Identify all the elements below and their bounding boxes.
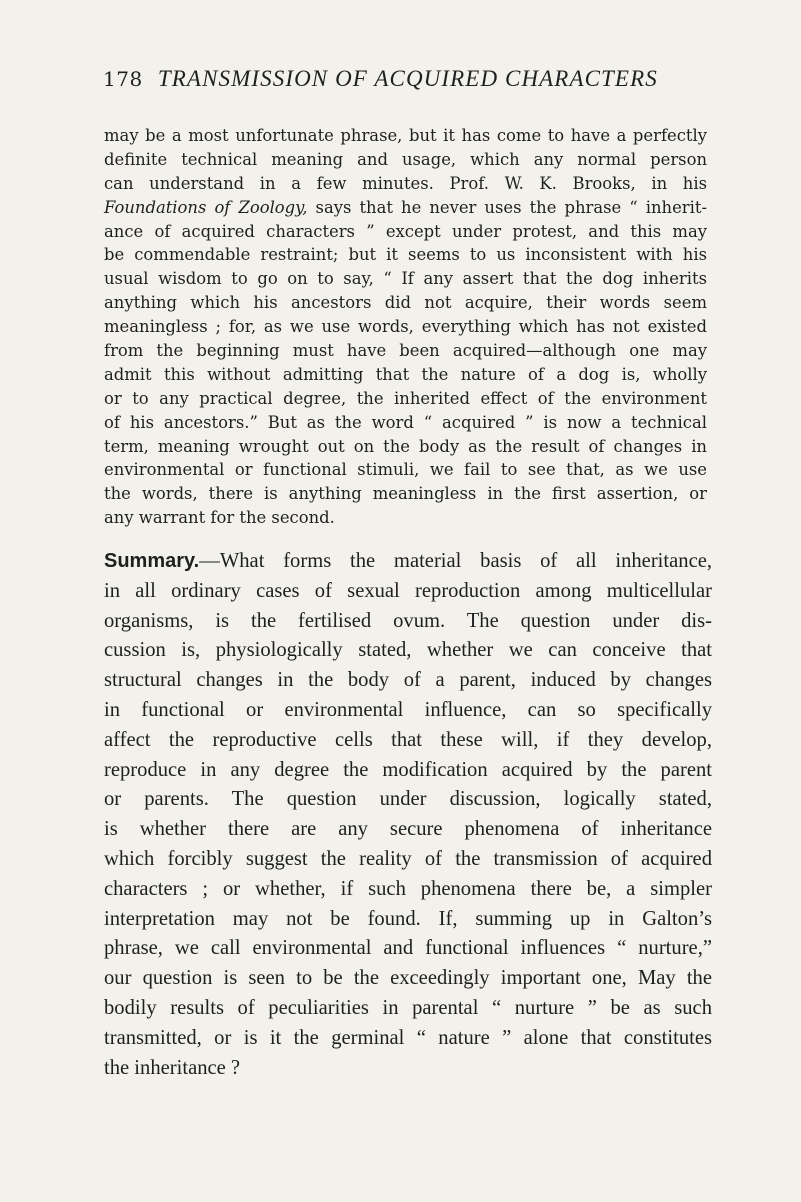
text-line: any warrant for the second. [104, 508, 335, 528]
text-line: may be a most unfortunate phrase, but it has come to have a perfectly [104, 126, 707, 145]
chapter-title: TRANSMISSION OF ACQUIRED CHARACTERS [157, 66, 658, 91]
summary-heading: Summary. [104, 550, 200, 572]
text-line: from the beginning must have been acquired—although one may [104, 341, 707, 361]
text-line: of his ancestors.” But as the word “ acquired ” is now a technical [104, 412, 707, 432]
text-line-rest: says that he never uses the phrase “ inherit- [315, 197, 707, 217]
text-line: definite technical meaning and usage, which any normal person [104, 149, 707, 169]
text-line: transmitted, or is it the germinal “ nature ” alone that constitutes [104, 1026, 712, 1049]
running-head [103, 66, 723, 92]
text-line: anything which his ancestors did not acquire, their words seem [104, 293, 707, 313]
text-line: bodily results of peculiarities in parental “ nurture ” be as such [104, 996, 712, 1019]
text-line: affect the reproductive cells that these will, if they develop, [104, 728, 712, 751]
text-line [104, 547, 712, 577]
paragraph-quotation [104, 124, 707, 530]
text-line-rest: —What forms the material basis of all inheritance, [199, 550, 712, 572]
summary-section [104, 547, 712, 1083]
book-title: Foundations of Zoology, [104, 197, 308, 217]
text-line: the inheritance ? [104, 1056, 241, 1079]
text-line: which forcibly suggest the reality of the transmission of acquired [104, 847, 712, 870]
text-line: in functional or environmental influence, can so specifically [104, 698, 712, 721]
text-line: environmental or functional stimuli, we fail to see that, as we use [104, 460, 707, 480]
text-line: admit this without admitting that the nature of a dog is, wholly [104, 364, 707, 384]
text-line [104, 196, 707, 220]
text-line: usual wisdom to go on to say, “ If any assert that the dog inherits [104, 269, 707, 289]
text-line: organisms, is the fertilised ovum. The question under dis- [104, 609, 712, 632]
page-number: 178 [103, 67, 143, 91]
text-line: meaningless ; for, as we use words, everything which has not existed [104, 317, 707, 337]
text-line: reproduce in any degree the modification acquired by the parent [104, 758, 712, 781]
text-line: or to any practical degree, the inherited effect of the environment [104, 388, 707, 408]
text-line: cussion is, physiologically stated, whether we can conceive that [104, 639, 712, 662]
text-line: is whether there are any secure phenomena of inheritance [104, 818, 712, 841]
text-line: term, meaning wrought out on the body as the result of changes in [104, 436, 707, 456]
text-line: the words, there is anything meaningless in the first assertion, or [104, 484, 707, 504]
text-line: our question is seen to be the exceedingly important one, May the [104, 967, 712, 990]
text-line: or parents. The question under discussion, logically stated, [104, 788, 712, 811]
text-line: ance of acquired characters ” except under protest, and this may [104, 221, 707, 241]
text-line: interpretation may not be found. If, summing up in Galton’s [104, 907, 712, 930]
text-line: can understand in a few minutes. Prof. W. K. Brooks, in his [104, 173, 707, 193]
text-line: structural changes in the body of a parent, induced by changes [104, 669, 712, 692]
text-line: be commendable restraint; but it seems to us inconsistent with his [104, 245, 707, 265]
text-line: phrase, we call environmental and functional influences “ nurture,” [104, 937, 712, 960]
text-line: characters ; or whether, if such phenomena there be, a simpler [104, 877, 712, 900]
text-line: in all ordinary cases of sexual reproduction among multicellular [104, 579, 712, 602]
